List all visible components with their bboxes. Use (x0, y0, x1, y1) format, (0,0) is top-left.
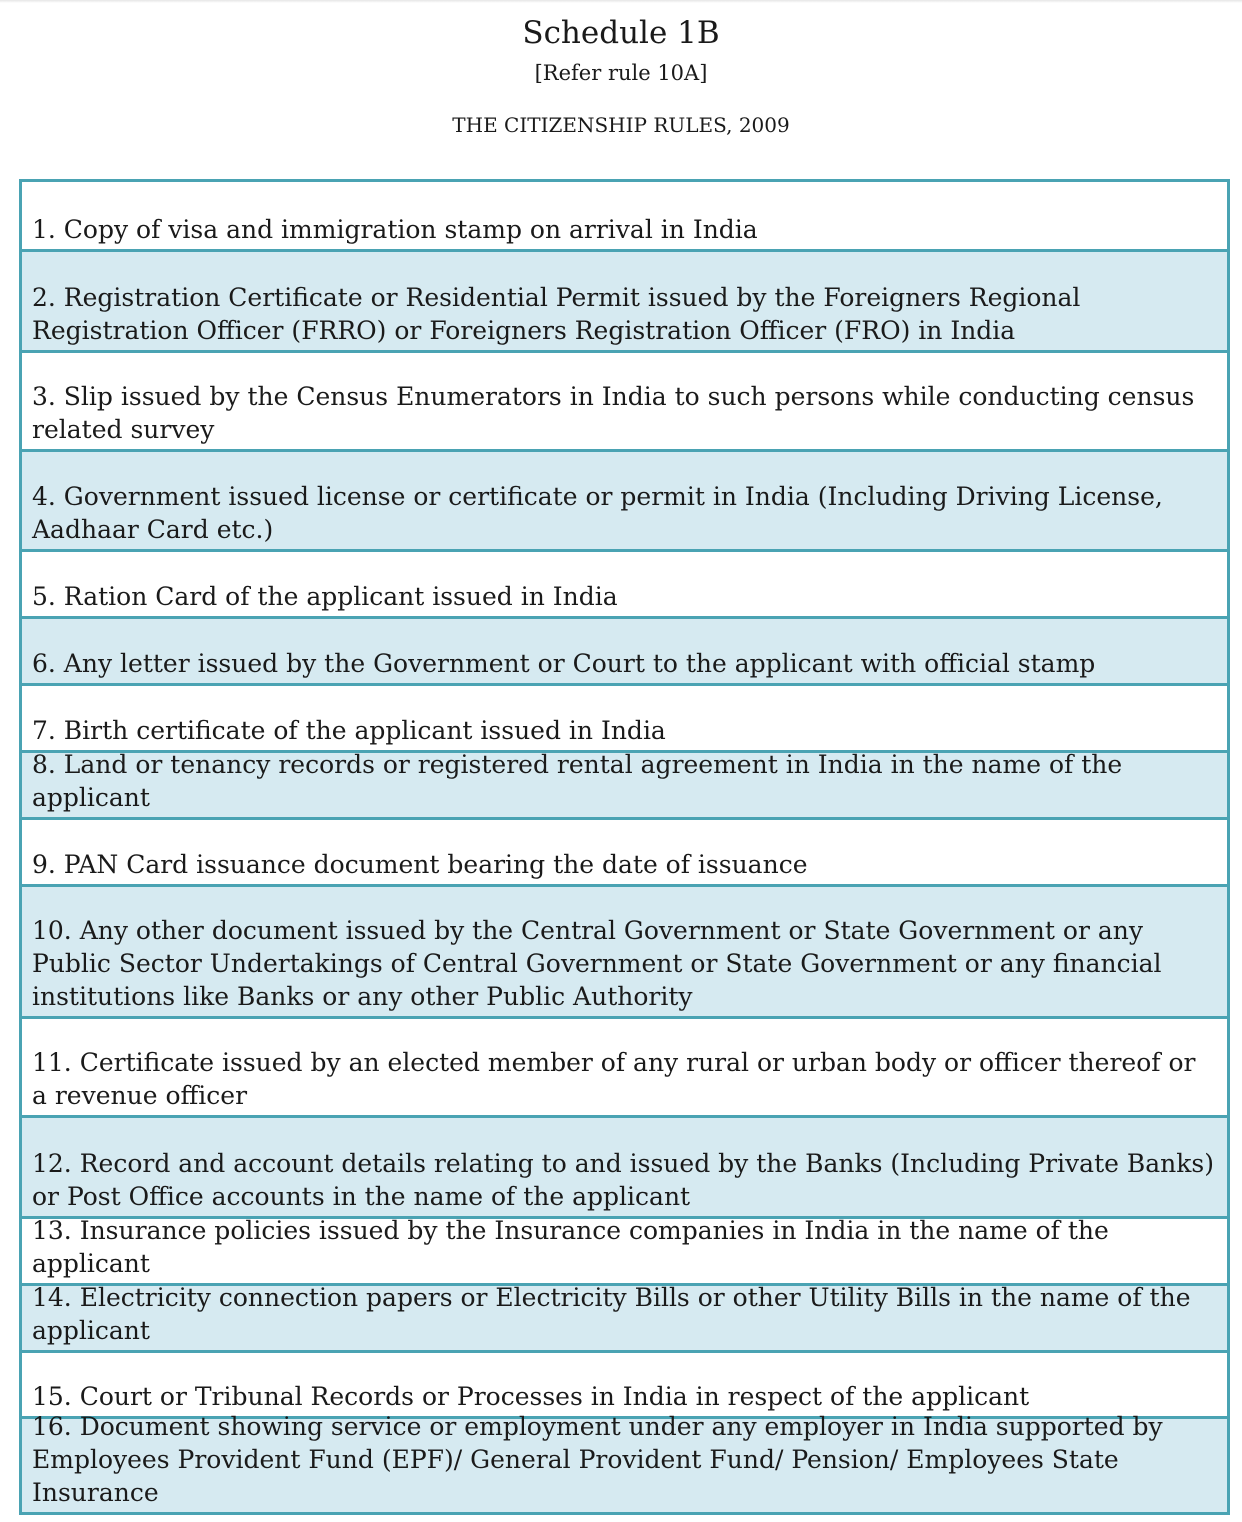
row-text: 11. Certificate issued by an elected member of any rural or urban body or officer thereof or a revenue officer (32, 1048, 1196, 1110)
table-row (22, 552, 1227, 619)
row-text: 6. Any letter issued by the Government or Court to the applicant with official stamp (32, 649, 1096, 678)
table-row (22, 1412, 1227, 1515)
row-text: 12. Record and account details relating to and issued by the Banks (Including Private Banks) or Post Office accounts in the name of the applicant (32, 1149, 1214, 1211)
row-text: 1. Copy of visa and immigration stamp on arrival in India (32, 215, 758, 244)
row-text: 7. Birth certificate of the applicant issued in India (32, 716, 666, 745)
table-row (22, 452, 1227, 552)
rule-reference: [Refer rule 10A] (534, 61, 708, 85)
row-text: 10. Any other document issued by the Central Government or State Government or any Public Sector Undertakings of Central Government or State Government or any financial institutions like Banks or any other Public Authority (32, 916, 1162, 1011)
row-text: 15. Court or Tribunal Records or Processes in India in respect of the applicant (32, 1382, 1030, 1411)
schedule-title: Schedule 1B (522, 15, 720, 51)
row-text: 5. Ration Card of the applicant issued in India (32, 582, 618, 611)
row-text: 14. Electricity connection papers or Electricity Bills or other Utility Bills in the name of the applicant (32, 1283, 1191, 1345)
table-row (22, 252, 1227, 353)
row-text: 16. Document showing service or employment under any employer in India supported by Employees Provident Fund (EPF)/ General Provident Fund/ Pension/ Employees State Insurance (32, 1412, 1163, 1507)
row-text: 2. Registration Certificate or Residential Permit issued by the Foreigners Regional Registration Officer (FRRO) or Foreigners Registration Officer (FRO) in India (32, 283, 1081, 345)
table-row (22, 353, 1227, 452)
row-text: 9. PAN Card issuance document bearing the date of issuance (32, 850, 808, 879)
table-row (22, 1216, 1227, 1286)
row-text: 4. Government issued license or certificate or permit in India (Including Driving License, Aadhaar Card etc.) (32, 482, 1163, 544)
table-row (22, 750, 1227, 820)
table-row (22, 182, 1227, 252)
row-text: 3. Slip issued by the Census Enumerators in India to such persons while conducting census related survey (32, 382, 1195, 444)
page-top-edge (0, 0, 1242, 3)
table-row (22, 820, 1227, 887)
table-row (22, 1283, 1227, 1353)
table-row (22, 686, 1227, 753)
documents-table (19, 179, 1230, 1515)
table-row (22, 619, 1227, 686)
row-text: 8. Land or tenancy records or registered rental agreement in India in the name of the applicant (32, 750, 1123, 812)
table-row (22, 1019, 1227, 1118)
table-row (22, 1118, 1227, 1219)
table-row (22, 887, 1227, 1019)
act-name: THE CITIZENSHIP RULES, 2009 (452, 113, 790, 137)
row-text: 13. Insurance policies issued by the Insurance companies in India in the name of the applicant (32, 1216, 1109, 1278)
